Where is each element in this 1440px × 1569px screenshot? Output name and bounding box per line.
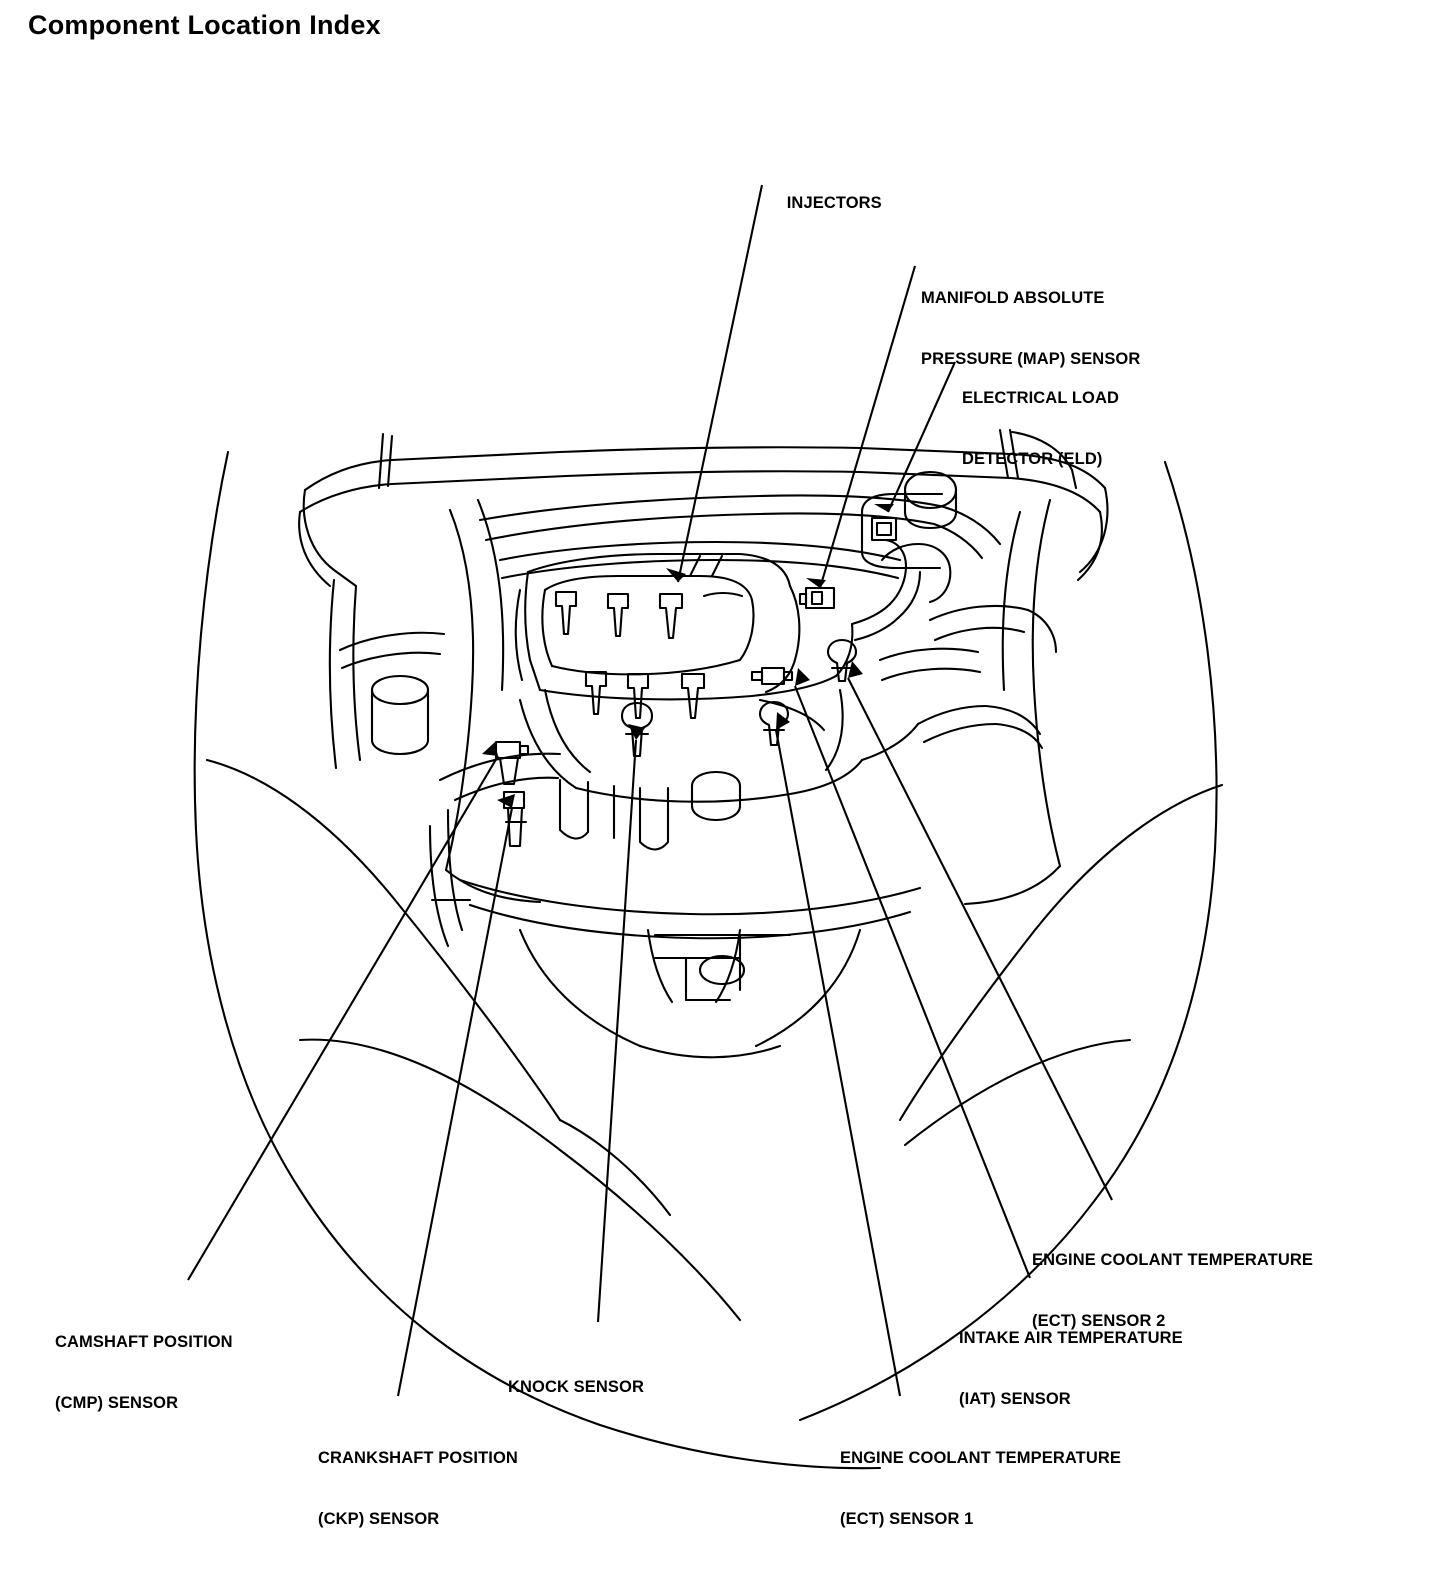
callout-eld-line-2: DETECTOR (ELD) [962, 449, 1103, 468]
callout-eld-line-1: ELECTRICAL LOAD [962, 389, 1120, 408]
callout-knock-sensor-line-1: KNOCK SENSOR [508, 1378, 644, 1397]
callout-iat-sensor-line-1: INTAKE AIR TEMPERATURE [959, 1329, 1183, 1348]
page-title: Component Location Index [28, 10, 381, 40]
callout-ect-sensor-1-line-2: (ECT) SENSOR 1 [840, 1509, 974, 1528]
callout-ckp-sensor-line-1: CRANKSHAFT POSITION [318, 1449, 518, 1468]
leader-injectors [678, 185, 762, 582]
callout-map-sensor-line-2: PRESSURE (MAP) SENSOR [921, 349, 1141, 368]
callout-ckp-sensor-line-2: (CKP) SENSOR [318, 1509, 440, 1528]
callout-ect-sensor-1 [840, 1408, 1121, 1569]
callout-ect-sensor-2-line-2: (ECT) SENSOR 2 [1032, 1311, 1166, 1330]
callout-iat-sensor-line-2: (IAT) SENSOR [959, 1389, 1071, 1408]
callout-ect-sensor-1-line-1: ENGINE COOLANT TEMPERATURE [840, 1449, 1121, 1468]
callout-eld [962, 348, 1119, 509]
callout-map-sensor-line-1: MANIFOLD ABSOLUTE [921, 289, 1105, 308]
callout-injectors-line-1: INJECTORS [786, 194, 882, 213]
callout-cmp-sensor-line-1: CAMSHAFT POSITION [55, 1333, 233, 1352]
callout-injectors [768, 173, 882, 233]
callout-cmp-sensor [55, 1292, 233, 1453]
callout-cmp-sensor-line-2: (CMP) SENSOR [55, 1393, 179, 1412]
callout-ect-sensor-2-line-1: ENGINE COOLANT TEMPERATURE [1032, 1251, 1313, 1270]
leader-ect-1 [776, 730, 900, 1396]
callout-ckp-sensor [318, 1408, 518, 1569]
leader-cmp [188, 756, 498, 1280]
leader-map-sensor [820, 266, 915, 588]
callout-knock-sensor [508, 1337, 644, 1438]
leader-knock [598, 740, 636, 1322]
leader-ect-2 [848, 678, 1112, 1200]
